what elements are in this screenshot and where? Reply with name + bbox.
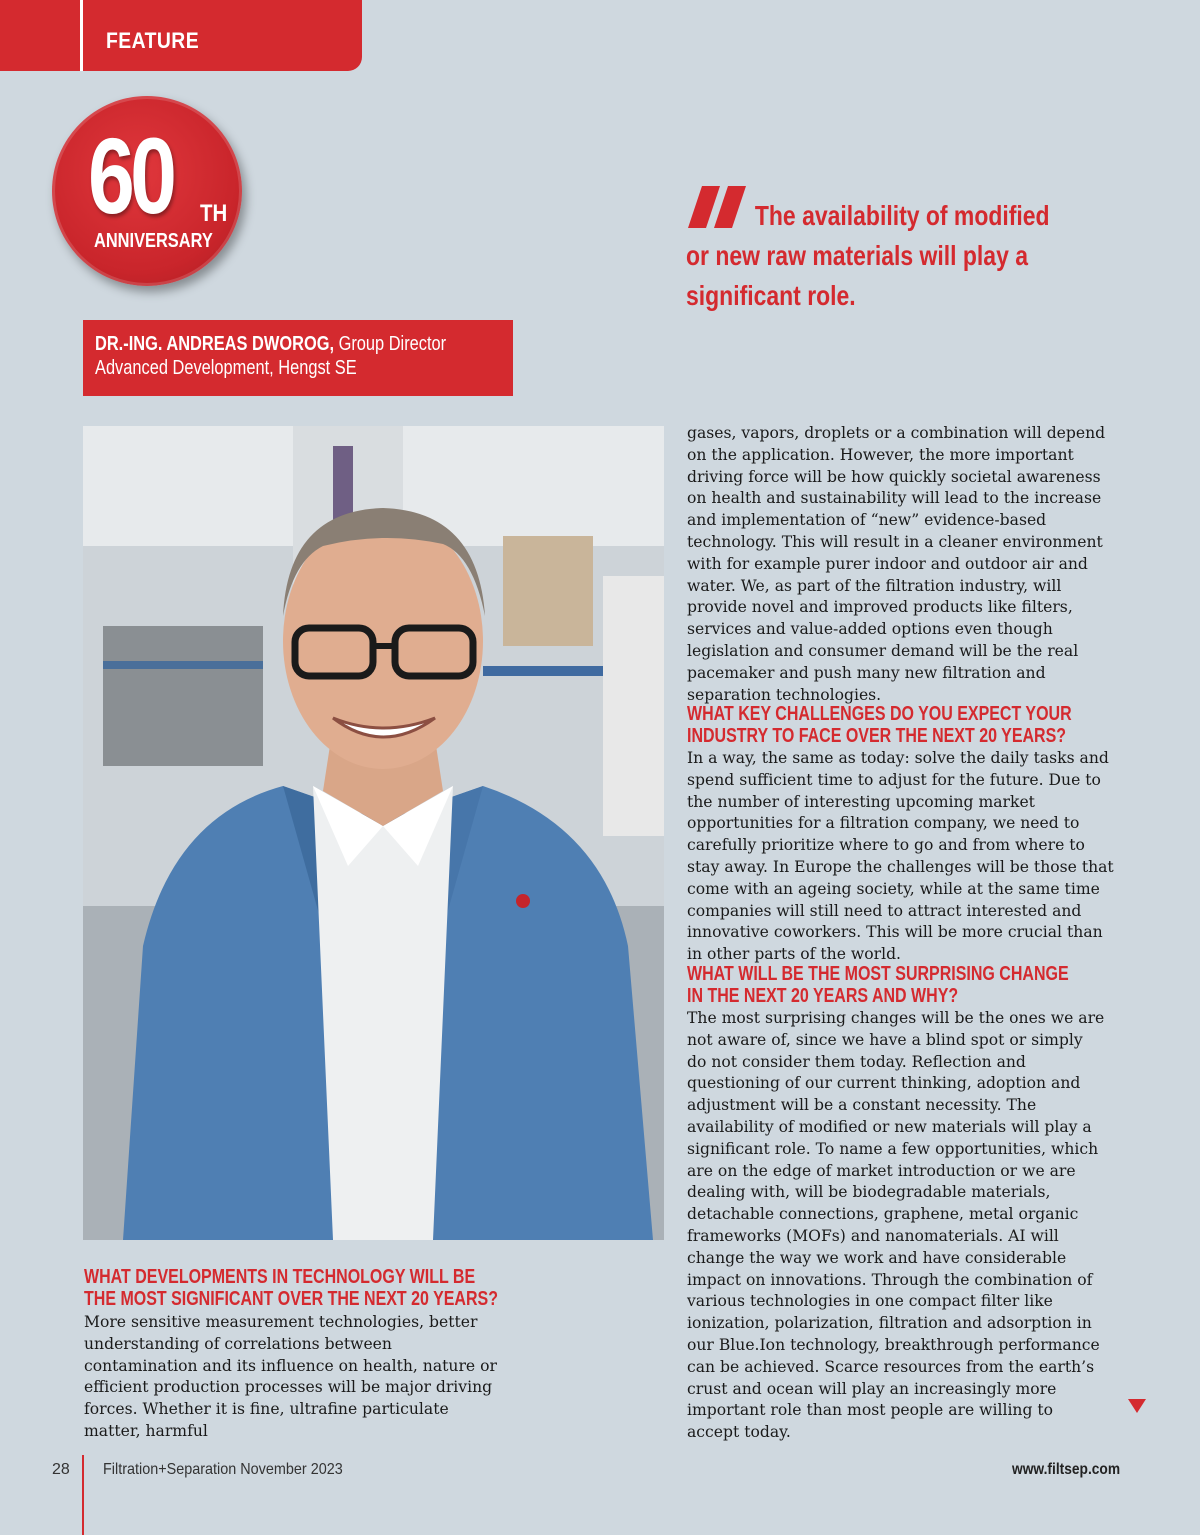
page-number: 28	[52, 1461, 70, 1478]
question-heading-surprising: WHAT WILL BE THE MOST SURPRISING CHANGE IN THE NEXT 20 YEARS AND WHY?	[687, 963, 1069, 1007]
anniversary-badge	[52, 96, 242, 286]
author-box	[83, 320, 513, 396]
badge-word: ANNIVERSARY	[94, 230, 213, 252]
author-title: Group Director Advanced Development, Hengst SE	[95, 333, 447, 379]
section-label: FEATURE	[106, 28, 200, 53]
author-name: DR.-ING. ANDREAS DWOROG,	[95, 333, 335, 355]
question-heading-technology: WHAT DEVELOPMENTS IN TECHNOLOGY WILL BE THE MOST SIGNIFICANT OVER THE NEXT 20 YEARS?	[84, 1266, 498, 1310]
tab-divider	[80, 0, 83, 71]
badge-suffix: TH	[200, 200, 228, 227]
question-heading-challenges: WHAT KEY CHALLENGES DO YOU EXPECT YOUR INDUSTRY TO FACE OVER THE NEXT 20 YEARS?	[687, 703, 1072, 747]
portrait-illustration	[83, 426, 664, 1240]
pull-quote: The availability of modified or new raw materials will play a significant role.	[686, 200, 1050, 311]
answer-surprising: The most surprising changes will be the ones we are not aware of, since we have a blind spot or simply do not consider them today. Reflection and questioning of our current thinking, adoption and adjustment will be a constant necessity. The availability of modified or new materials will play a significant role. To name a few opportunities, which are on the edge of market introduction or we are dealing with, will be biodegradable materials, detachable connections, graphene, metal organic frameworks (MOFs) and nanomaterials. AI will change the way we work and have considerable impact on innovations. Through the combination of various technologies in one compact filter like ionization, polarization, filtration and adsorption in our Blue.Ion technology, breakthrough performance can be achieved. Scarce resources from the earth’s crust and ocean will play an increasingly more important role than most people are willing to accept today.	[687, 1009, 1105, 1442]
answer-challenges: In a way, the same as today: solve the daily tasks and spend sufficient time to adjust for the future. Due to the number of interesting upcoming market opportunities for a filtration company, we need to carefully prioritize where to go and from where to stay away. In Europe the challenges will be those that come with an ageing society, while at the same time companies will still need to attract interested and innovative coworkers. This will be more crucial than in other parts of the world.	[687, 749, 1114, 964]
badge-number: 60	[88, 115, 173, 236]
answer-technology-part1: More sensitive measurement technologies, better understanding of correlations between contamination and its influence on health, nature or efficient production processes will be major driving forces. Whether it is fine, ultrafine particulate matter, harmful	[84, 1313, 497, 1440]
author-byline	[95, 332, 505, 380]
website-link[interactable]: www.filtsep.com	[1012, 1461, 1121, 1478]
section-tab	[0, 0, 362, 71]
footer-divider	[82, 1455, 84, 1535]
answer-technology-part2: gases, vapors, droplets or a combination will depend on the application. However, the more important driving force will be how quickly societal awareness on health and sustainability will lead to the increase and implementation of “new” evidence-based technology. This will result in a cleaner environment with for example purer indoor and outdoor air and water. We, as part of the filtration industry, will provide novel and improved products like filters, services and value-added options even though legislation and consumer demand will be the real pacemaker and push many new filtration and separation technologies.	[687, 424, 1106, 704]
end-of-article-triangle-icon	[1128, 1399, 1146, 1413]
publication-info: Filtration+Separation November 2023	[103, 1461, 343, 1478]
portrait-photo	[83, 426, 664, 1240]
